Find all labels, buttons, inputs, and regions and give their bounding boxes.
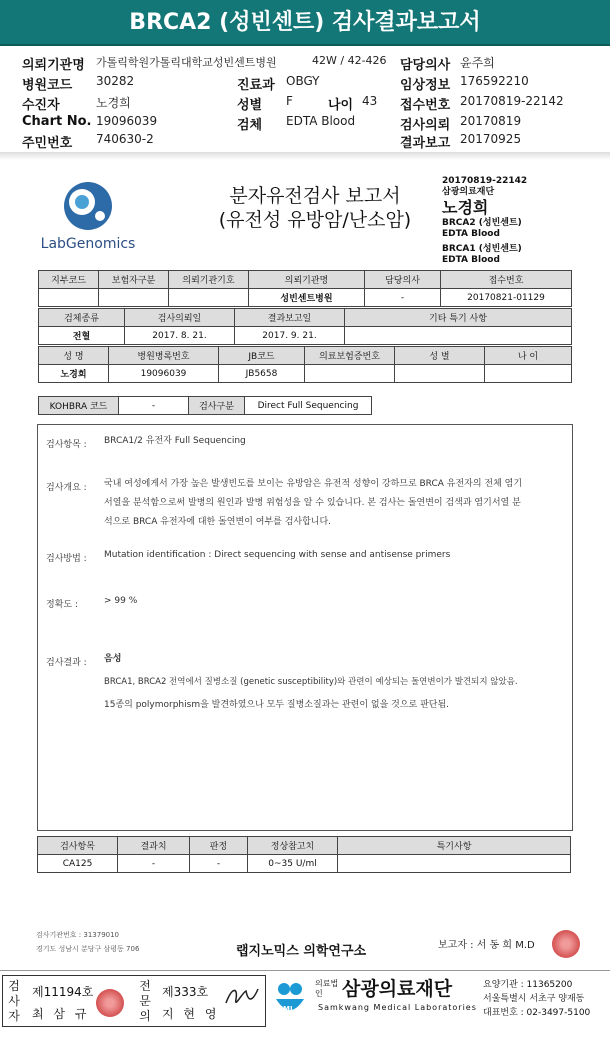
footer-code: 검사기관번호 : 31379010	[36, 931, 120, 939]
stamp-org: 삼광의료재단	[442, 187, 495, 197]
td	[338, 855, 571, 873]
th: 검체종류	[39, 309, 125, 327]
specimen-label: 검체	[237, 118, 263, 133]
summary-line: 국내 여성에게서 가장 높은 발생빈도를 보이는 유방암은 유전적 성향이 강하므로 BRCA 유전자의 전체 염기	[104, 479, 523, 489]
kohbra-table	[38, 396, 372, 415]
footer-address: 경기도 성남시 분당구 삼평동 706	[36, 945, 140, 953]
th: JB코드	[219, 347, 305, 365]
org-en: Samkwang Medical Laboratories	[318, 1003, 477, 1012]
examiner-no: 제11194호	[32, 985, 94, 999]
age: 43	[362, 94, 378, 108]
stamp-no: 20170819-22142	[442, 176, 528, 186]
accuracy-label: 정확도 :	[46, 600, 78, 610]
th: 기타 특기 사항	[345, 309, 572, 327]
th: 나 이	[485, 347, 572, 365]
patient: 노경희	[96, 96, 131, 110]
sex: F	[286, 94, 293, 108]
td	[99, 289, 169, 307]
patient-header	[0, 48, 610, 152]
specialist-name: 지 현 영	[162, 1007, 220, 1021]
specialist-label: 전문의	[139, 979, 151, 1023]
item: BRCA1/2 유전자 Full Sequencing	[104, 436, 246, 446]
method-label: 검사구분	[189, 397, 245, 415]
th: 검사항목	[38, 837, 118, 855]
td	[395, 365, 485, 383]
th: 접수번호	[441, 271, 572, 289]
report-title: BRCA2 (성빈센트) 검사결과보고서	[0, 0, 610, 46]
req-org: 가톨릭학원가톨릭대학교성빈센트병원	[96, 56, 277, 69]
sml-text: SML	[278, 1005, 295, 1013]
examiner-label: 검사자	[8, 979, 20, 1023]
info-table-2	[38, 308, 572, 345]
th: 의뢰기관기호	[169, 271, 249, 289]
th: 특기사항	[338, 837, 571, 855]
org-phone: 대표번호 : 02-3497-5100	[483, 1008, 591, 1018]
req-date: 20170819	[460, 114, 522, 128]
th: 의뢰기관명	[249, 271, 365, 289]
result-label: 검사결과 :	[46, 658, 87, 668]
th: 정상참고치	[248, 837, 338, 855]
result: 음성	[104, 654, 122, 664]
labgenomics-logo	[38, 178, 138, 258]
org-small: 의료법인	[315, 979, 339, 998]
td	[485, 365, 572, 383]
stamp-name: 노경희	[442, 198, 489, 217]
hosp-code: 30282	[96, 74, 135, 88]
hosp-code-label: 병원코드	[22, 78, 73, 93]
chart-label: Chart No.	[22, 114, 92, 129]
report-heading-1: 분자유전검사 보고서	[229, 185, 401, 207]
chart: 19096039	[96, 114, 158, 128]
age-label: 나이	[328, 98, 354, 113]
examiner-seal-icon	[96, 989, 124, 1017]
summary-line: 석으로 BRCA 유전자에 대한 돌연변이 여부를 검사합니다.	[104, 517, 332, 527]
specimen: EDTA Blood	[286, 114, 356, 128]
kohbra: -	[119, 397, 189, 415]
th: 보험자구분	[99, 271, 169, 289]
td	[39, 289, 99, 307]
th: 병원병록번호	[109, 347, 219, 365]
td	[345, 327, 572, 345]
sample-label-stamp	[442, 176, 527, 266]
th: 담당의사	[365, 271, 441, 289]
td	[305, 365, 395, 383]
specialist-no: 제333호	[162, 985, 209, 999]
td: -	[365, 289, 441, 307]
th: 검사의뢰일	[125, 309, 235, 327]
stamp-test2: BRCA1 (성빈센트)	[442, 244, 522, 254]
signature-bar	[0, 970, 610, 1037]
summary-line: 서열을 분석함으로써 발병의 원인과 발병 위험성을 알 수 있습니다. 본 검사는 돌연변이 검색과 염기서열 분	[104, 498, 521, 508]
td: 전혈	[39, 327, 125, 345]
summary-label: 검사개요 :	[46, 483, 87, 493]
dept-label: 진료과	[237, 78, 275, 93]
td: 0~35 U/ml	[248, 855, 338, 873]
scanned-report	[0, 160, 610, 965]
clinical: 176592210	[460, 74, 529, 88]
receipt-label: 접수번호	[400, 98, 451, 113]
doctor: 윤주희	[460, 56, 495, 70]
org-name: 삼광의료재단	[342, 978, 453, 1000]
td: 성빈센트병원	[249, 289, 365, 307]
th: 지부코드	[39, 271, 99, 289]
result-date-label: 결과보고	[400, 136, 451, 151]
td: JB5658	[219, 365, 305, 383]
td: 19096039	[109, 365, 219, 383]
th: 결과치	[118, 837, 190, 855]
td: 노경희	[39, 365, 109, 383]
result-line: 15종의 polymorphism을 발견하였으나 모두 질병소질과는 관련이 없을 것으로 판단됨.	[104, 700, 450, 710]
th: 성 별	[395, 347, 485, 365]
sml-logo-icon	[273, 979, 307, 1019]
td: 2017. 8. 21.	[125, 327, 235, 345]
method2: Mutation identification : Direct sequencing with sense and antisense primers	[104, 550, 451, 560]
accuracy: > 99 %	[104, 596, 138, 606]
doctor-label: 담당의사	[400, 58, 451, 73]
reporter-seal-icon	[552, 930, 580, 958]
result-date: 20170925	[460, 132, 522, 146]
result-block	[104, 650, 566, 715]
kohbra-label: KOHBRA 코드	[39, 397, 119, 415]
td: 20170821-01129	[441, 289, 572, 307]
org-code: 요양기관 : 11365200	[483, 980, 573, 990]
report-body	[37, 424, 573, 831]
dept: OBGY	[286, 74, 320, 88]
item-label: 검사항목 :	[46, 440, 87, 450]
rrn: 740630-2	[96, 132, 154, 146]
td: CA125	[38, 855, 118, 873]
td: -	[118, 855, 190, 873]
institute-name: 랩지노믹스 의학연구소	[236, 944, 367, 959]
examiner-name: 최 삼 규	[32, 1007, 90, 1021]
reporter: 보고자 : 서 동 희 M.D	[438, 940, 535, 951]
info-table-1	[38, 270, 572, 307]
divider	[0, 152, 610, 160]
stamp-spec1: EDTA Blood	[442, 229, 500, 239]
th: 판정	[190, 837, 248, 855]
td	[169, 289, 249, 307]
org-address: 서울특별시 서초구 양재동	[483, 994, 585, 1004]
th: 성 명	[39, 347, 109, 365]
req-org-label: 의뢰기관명	[22, 58, 85, 73]
stamp-test1: BRCA2 (성빈센트)	[442, 218, 522, 228]
result-line: BRCA1, BRCA2 전역에서 질병소질 (genetic susceptibility)와 관련이 예상되는 돌연변이가 발견되지 않았음.	[104, 677, 518, 687]
sex-label: 성별	[237, 98, 263, 113]
req-date-label: 검사의뢰	[400, 118, 451, 133]
summary	[104, 475, 566, 532]
marker-table	[37, 836, 571, 873]
receipt: 20170819-22142	[460, 94, 564, 108]
method: Direct Full Sequencing	[245, 397, 372, 415]
stamp-spec2: EDTA Blood	[442, 255, 500, 265]
logo-text: LabGenomics	[40, 236, 136, 252]
info-table-3	[38, 346, 572, 383]
clinical-label: 임상정보	[400, 78, 451, 93]
signature-icon	[222, 983, 262, 1013]
th: 결과보고일	[235, 309, 345, 327]
method2-label: 검사방법 :	[46, 554, 87, 564]
rrn-label: 주민번호	[22, 136, 73, 151]
ward: 42W / 42-426	[312, 54, 387, 67]
report-heading-2: (유전성 유방암/난소암)	[218, 209, 412, 231]
td: 2017. 9. 21.	[235, 327, 345, 345]
report-heading	[205, 184, 425, 232]
patient-label: 수진자	[22, 98, 60, 113]
td: -	[190, 855, 248, 873]
th: 의료보험증번호	[305, 347, 395, 365]
